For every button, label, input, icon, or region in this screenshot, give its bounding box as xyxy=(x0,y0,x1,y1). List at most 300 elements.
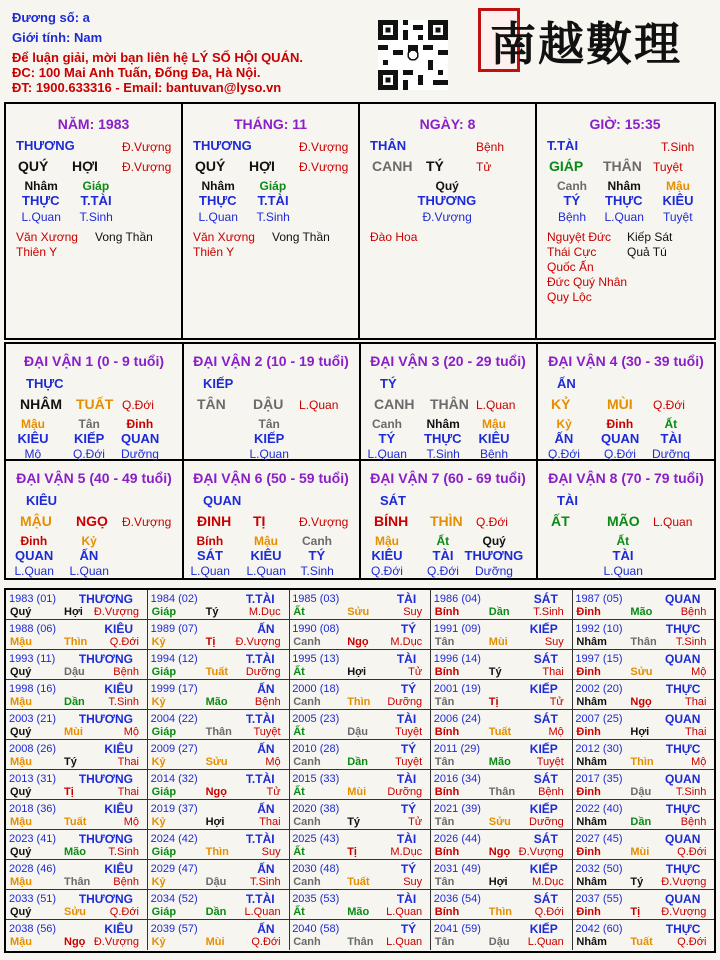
year-state: Q.Đới xyxy=(677,846,707,858)
branch-state: L.Quan xyxy=(476,398,516,412)
year-cell xyxy=(572,650,714,680)
year-label: 2015 (33) xyxy=(292,773,340,785)
four-pillars-table xyxy=(4,102,716,340)
dai-van-cell xyxy=(360,461,538,578)
year-branch: Tị xyxy=(64,786,74,798)
year-cell xyxy=(6,650,148,680)
year-state: Thai xyxy=(684,726,707,738)
year-god: ẤN xyxy=(257,742,275,756)
year-state: Tuyệt xyxy=(536,756,564,768)
year-branch: Sửu xyxy=(488,816,511,828)
hidden-stem: Kỷ xyxy=(81,534,97,548)
year-label: 2028 (46) xyxy=(9,863,57,875)
year-stem: Bính xyxy=(434,906,460,918)
year-branch: Mùi xyxy=(488,636,508,648)
year-god: T.TÀI xyxy=(245,712,275,726)
earthly-branch: MÙI xyxy=(607,396,633,412)
hidden-god: TÝ xyxy=(563,193,581,208)
year-state: Mộ xyxy=(691,666,707,678)
year-label: 1990 (08) xyxy=(292,623,340,635)
year-stem: Kỷ xyxy=(151,696,166,708)
year-label: 2024 (42) xyxy=(150,833,198,845)
year-branch: Dậu xyxy=(347,726,368,738)
year-god: T.TÀI xyxy=(245,892,275,906)
year-god: THỰC xyxy=(665,802,701,816)
inauspicious-star: Vong Thần xyxy=(95,230,153,244)
hidden-state: Đ.Vượng xyxy=(422,210,472,224)
year-state: Dưỡng xyxy=(387,786,423,798)
year-label: 2027 (45) xyxy=(575,833,623,845)
year-branch: Tị xyxy=(630,906,641,918)
year-label: 2022 (40) xyxy=(575,803,623,815)
auspicious-star: Quy Lộc xyxy=(547,290,592,304)
year-god: TÝ xyxy=(400,862,417,876)
year-god: SÁT xyxy=(533,712,558,726)
year-state: Tuyệt xyxy=(253,726,281,738)
year-branch: Hợi xyxy=(488,876,508,888)
year-stem: Quý xyxy=(10,786,32,798)
year-state: Đ.Vượng xyxy=(93,606,139,618)
year-god: TÝ xyxy=(400,682,417,696)
year-label: 2025 (43) xyxy=(292,833,340,845)
year-god: KIÊU xyxy=(104,802,133,816)
year-stem: Ất xyxy=(293,846,305,858)
year-cell xyxy=(431,740,573,770)
year-stem: Mậu xyxy=(10,936,32,948)
branch-state: Q.Đới xyxy=(653,398,685,412)
year-cell xyxy=(6,710,148,740)
year-god: KIÊU xyxy=(104,622,133,636)
year-stem: Nhâm xyxy=(576,696,607,708)
auspicious-star: Quốc Ấn xyxy=(547,260,594,274)
heavenly-stem: NHÂM xyxy=(20,396,62,412)
year-label: 2040 (58) xyxy=(292,923,340,935)
year-branch: Dần xyxy=(488,606,510,618)
year-branch: Ngọ xyxy=(630,696,652,708)
year-cell xyxy=(6,740,148,770)
dai-van-cell xyxy=(183,461,361,578)
year-state: Đ.Vượng xyxy=(518,846,564,858)
year-cell xyxy=(6,860,148,890)
year-god: T.TÀI xyxy=(245,772,275,786)
year-stem: Bính xyxy=(434,786,460,798)
year-state: Mộ xyxy=(123,816,139,828)
hidden-god: TÝ xyxy=(308,548,326,563)
hidden-god: THỰC xyxy=(605,193,643,208)
hidden-god: KIÊU xyxy=(250,548,282,563)
year-god: SÁT xyxy=(533,892,558,906)
year-cell xyxy=(431,710,573,740)
auspicious-star: Đào Hoa xyxy=(370,230,418,244)
year-stem: Mậu xyxy=(10,696,32,708)
year-branch: Mão xyxy=(64,846,86,858)
year-state: Tử xyxy=(266,786,281,798)
pillar-title: GIỜ: 15:35 xyxy=(589,116,661,132)
stem-god: SÁT xyxy=(380,493,406,508)
year-stem: Quý xyxy=(10,906,32,918)
stem-god: TÝ xyxy=(380,376,397,391)
year-cell xyxy=(6,770,148,800)
year-branch: Tuất xyxy=(205,666,228,678)
year-god: KIẾP xyxy=(529,682,558,696)
year-branch: Tị xyxy=(205,636,216,648)
year-branch: Hợi xyxy=(630,726,650,738)
dai-van-title: ĐẠI VẬN 2 (10 - 19 tuổi) xyxy=(193,353,349,369)
hidden-god: TÀI xyxy=(432,548,454,563)
year-branch: Mão xyxy=(630,606,653,618)
year-god: KIẾP xyxy=(529,922,558,936)
year-cell xyxy=(572,590,714,620)
year-god: SÁT xyxy=(533,652,558,666)
stem-god: KIẾP xyxy=(203,376,234,391)
year-stem: Bính xyxy=(434,846,460,858)
hidden-stem: Ất xyxy=(616,534,630,548)
year-god: TÀI xyxy=(396,592,417,606)
year-stem: Mậu xyxy=(10,816,32,828)
year-state: Tuyệt xyxy=(395,756,423,768)
stem-state: Đ.Vượng xyxy=(299,140,349,154)
year-branch: Sửu xyxy=(64,906,87,918)
year-god: QUAN xyxy=(665,772,701,786)
hidden-state: Q.Đới xyxy=(371,564,403,578)
year-stem: Nhâm xyxy=(576,636,607,648)
earthly-branch: NGỌ xyxy=(76,513,108,529)
year-label: 1998 (16) xyxy=(9,683,57,695)
year-stem: Canh xyxy=(293,636,321,648)
hidden-god: T.TÀI xyxy=(257,193,289,208)
auspicious-star: Thái Cực xyxy=(547,245,597,259)
year-god: TÀI xyxy=(396,652,417,666)
year-state: Suy xyxy=(544,636,564,648)
year-stem: Đinh xyxy=(576,906,601,918)
dai-van-title: ĐẠI VẬN 3 (20 - 29 tuổi) xyxy=(370,353,526,369)
year-label: 2030 (48) xyxy=(292,863,340,875)
hidden-state: T.Sinh xyxy=(256,210,290,224)
hidden-state: T.Sinh xyxy=(300,564,334,578)
year-god: QUAN xyxy=(665,892,701,906)
year-label: 2032 (50) xyxy=(575,863,623,875)
hidden-state: L.Quan xyxy=(190,564,230,578)
year-stem: Quý xyxy=(10,726,32,738)
year-state: Mộ xyxy=(548,726,564,738)
year-label: 1994 (12) xyxy=(150,653,198,665)
year-branch: Thìn xyxy=(488,906,513,918)
year-branch: Dậu xyxy=(488,936,510,948)
hidden-state: Tuyệt xyxy=(663,210,693,224)
stem-god: THƯƠNG xyxy=(193,138,252,153)
year-branch: Thân xyxy=(205,726,232,738)
year-label: 1999 (17) xyxy=(150,683,198,695)
year-state: Q.Đới xyxy=(109,906,139,918)
year-god: THƯƠNG xyxy=(78,652,133,666)
dai-van-cell xyxy=(6,344,184,461)
earthly-branch: THÌN xyxy=(430,513,463,529)
year-stem: Đinh xyxy=(576,666,601,678)
hidden-god: KIÊU xyxy=(478,431,510,446)
hidden-stem: Mậu xyxy=(482,417,506,431)
hidden-god: QUAN xyxy=(15,548,54,563)
hidden-state: Mộ xyxy=(24,447,42,461)
year-state: L.Quan xyxy=(244,906,281,918)
earthly-branch: THÂN xyxy=(603,158,642,174)
year-god: TÝ xyxy=(400,802,417,816)
year-state: Bệnh xyxy=(680,816,707,828)
year-god: SÁT xyxy=(533,832,558,846)
year-stem: Tân xyxy=(434,816,455,828)
year-cell xyxy=(431,890,573,920)
year-god: TÝ xyxy=(400,622,417,636)
year-god: QUAN xyxy=(665,592,701,606)
heavenly-stem: QUÝ xyxy=(18,158,49,174)
year-branch: Mão xyxy=(488,756,511,768)
year-god: T.TÀI xyxy=(245,832,275,846)
year-branch: Mùi xyxy=(630,846,650,858)
year-stem: Canh xyxy=(293,936,321,948)
auspicious-star: Đức Quý Nhân xyxy=(547,275,628,289)
year-branch: Dần xyxy=(64,696,85,708)
year-cell xyxy=(6,680,148,710)
year-label: 2013 (31) xyxy=(9,773,57,785)
year-branch: Hợi xyxy=(347,666,367,678)
pillar-title: THÁNG: 11 xyxy=(233,116,308,132)
year-branch: Hợi xyxy=(205,816,225,828)
year-stem: Giáp xyxy=(151,906,177,918)
hidden-state: Bệnh xyxy=(558,210,587,224)
year-cell xyxy=(6,800,148,830)
year-god: TÀI xyxy=(396,712,417,726)
year-branch: Thìn xyxy=(347,696,371,708)
year-state: Bệnh xyxy=(538,786,564,798)
year-cell xyxy=(431,860,573,890)
hidden-stem: Giáp xyxy=(259,179,287,193)
hidden-state: L.Quan xyxy=(198,210,238,224)
heavenly-stem: CANH xyxy=(374,396,415,412)
hidden-god: KIÊU xyxy=(662,193,694,208)
pillar-column xyxy=(6,104,183,338)
hidden-god: ẤN xyxy=(79,548,99,563)
year-cell xyxy=(289,650,431,680)
year-label: 2033 (51) xyxy=(9,893,57,905)
year-god: T.TÀI xyxy=(245,652,275,666)
auspicious-star: Văn Xương xyxy=(16,230,78,244)
year-branch: Thìn xyxy=(630,756,654,768)
year-label: 2038 (56) xyxy=(9,923,57,935)
year-branch: Mùi xyxy=(64,726,83,738)
contact-line-1: Để luận giải, mời bạn liên hệ LÝ SỐ HỘI QUÁN. xyxy=(12,50,303,65)
year-god: KIÊU xyxy=(104,682,133,696)
year-cell xyxy=(6,590,148,620)
year-state: Bệnh xyxy=(113,876,139,888)
heavenly-stem: BÍNH xyxy=(374,513,409,529)
year-god: TÀI xyxy=(396,772,417,786)
stem-god: T.TÀI xyxy=(547,138,579,153)
qr-code[interactable] xyxy=(378,20,448,90)
year-branch: Tuất xyxy=(630,936,653,948)
year-god: TÀI xyxy=(396,832,417,846)
heavenly-stem: QUÝ xyxy=(195,158,226,174)
auspicious-star: Nguyệt Đức xyxy=(547,230,612,244)
pillar-title: NĂM: 1983 xyxy=(57,116,130,132)
earthly-branch: MÃO xyxy=(607,513,640,529)
year-cell xyxy=(572,710,714,740)
year-branch: Thìn xyxy=(64,636,88,648)
year-cell xyxy=(148,740,290,770)
hidden-state: L.Quan xyxy=(21,210,61,224)
year-stem: Tân xyxy=(434,696,455,708)
hidden-god: QUAN xyxy=(601,431,640,446)
year-stem: Ất xyxy=(293,666,305,678)
year-stem: Nhâm xyxy=(576,936,607,948)
year-stem: Tân xyxy=(434,876,455,888)
year-branch: Sửu xyxy=(205,756,228,768)
year-branch: Dậu xyxy=(205,876,227,888)
year-label: 1997 (15) xyxy=(575,653,623,665)
hidden-state: Bệnh xyxy=(480,447,509,461)
year-state: Đ.Vượng xyxy=(661,876,707,888)
stem-god: THỰC xyxy=(26,376,64,391)
year-state: T.Sinh xyxy=(250,876,281,888)
hidden-god: ẤN xyxy=(554,431,574,446)
year-cell xyxy=(289,860,431,890)
branch-state: Tử xyxy=(476,160,492,174)
year-label: 2041 (59) xyxy=(433,923,481,935)
stem-god: THÂN xyxy=(370,138,407,153)
year-state: Tử xyxy=(408,816,423,828)
year-branch: Hợi xyxy=(64,606,83,618)
year-cell xyxy=(148,620,290,650)
year-god: THỰC xyxy=(665,922,701,936)
branch-state: L.Quan xyxy=(299,398,339,412)
year-stem: Canh xyxy=(293,756,321,768)
year-god: ẤN xyxy=(257,862,275,876)
pillar-column xyxy=(537,104,713,338)
year-cell xyxy=(572,770,714,800)
contact-line-2: ĐC: 100 Mai Anh Tuấn, Đống Đa, Hà Nội. xyxy=(12,65,261,80)
year-stem: Quý xyxy=(10,846,32,858)
hidden-stem: Nhâm xyxy=(201,179,235,193)
heavenly-stem: ĐINH xyxy=(197,513,232,529)
year-god: ẤN xyxy=(257,622,275,636)
year-state: Thai xyxy=(117,756,139,768)
year-state: Dưỡng xyxy=(529,816,564,828)
year-cell xyxy=(148,890,290,920)
branch-state: Đ.Vượng xyxy=(299,515,349,529)
year-stem: Giáp xyxy=(151,606,177,618)
year-cell xyxy=(289,740,431,770)
dai-van-cell xyxy=(537,461,715,578)
hidden-stem: Đinh xyxy=(606,417,634,431)
year-cell xyxy=(6,830,148,860)
year-god: KIÊU xyxy=(104,922,133,936)
year-label: 1985 (03) xyxy=(292,593,340,605)
year-state: Dưỡng xyxy=(245,666,281,678)
year-stem: Ất xyxy=(293,726,305,738)
year-branch: Mão xyxy=(205,696,228,708)
year-god: THƯƠNG xyxy=(78,712,133,726)
hidden-god: TÀI xyxy=(660,431,682,446)
year-label: 1991 (09) xyxy=(433,623,481,635)
hidden-state: L.Quan xyxy=(69,564,109,578)
year-label: 2003 (21) xyxy=(9,713,57,725)
year-branch: Sửu xyxy=(630,666,653,678)
branch-state: Đ.Vượng xyxy=(122,515,172,529)
year-stem: Giáp xyxy=(151,846,177,858)
hidden-stem: Đinh xyxy=(20,534,48,548)
year-cell xyxy=(431,590,573,620)
hidden-stem: Ất xyxy=(664,417,678,431)
earthly-branch: TUẤT xyxy=(76,396,114,412)
year-stem: Bính xyxy=(434,606,460,618)
hidden-state: T.Sinh xyxy=(79,210,113,224)
auspicious-star: Thiên Y xyxy=(193,245,235,259)
year-state: Suy xyxy=(261,846,281,858)
stem-god: KIÊU xyxy=(26,493,58,508)
year-branch: Thân xyxy=(488,786,516,798)
inauspicious-star: Vong Thần xyxy=(272,230,330,244)
year-state: Bệnh xyxy=(113,666,139,678)
year-label: 2039 (57) xyxy=(150,923,198,935)
heavenly-stem: KỶ xyxy=(551,396,571,412)
year-cell xyxy=(148,710,290,740)
year-stem: Quý xyxy=(10,666,32,678)
year-stem: Đinh xyxy=(576,606,601,618)
year-state: Suy xyxy=(403,876,423,888)
dai-van-title: ĐẠI VẬN 8 (70 - 79 tuổi) xyxy=(548,470,704,486)
year-branch: Tý xyxy=(64,756,77,768)
year-state: Q.Đới xyxy=(251,936,281,948)
year-state: Thai xyxy=(684,696,707,708)
year-stem: Canh xyxy=(293,876,321,888)
year-god: THỰC xyxy=(665,742,701,756)
earthly-branch: TỊ xyxy=(253,513,266,529)
year-cell xyxy=(572,800,714,830)
year-branch: Thân xyxy=(347,936,374,948)
hidden-stem: Mậu xyxy=(254,534,278,548)
year-label: 2014 (32) xyxy=(150,773,198,785)
contact-line-3: ĐT: 1900.633316 - Email: bantuvan@lyso.vn xyxy=(12,80,282,95)
year-cell xyxy=(431,620,573,650)
annual-luck-table xyxy=(4,588,716,953)
dai-van-cell xyxy=(537,344,715,461)
year-state: L.Quan xyxy=(386,936,423,948)
year-god: TÝ xyxy=(400,922,417,936)
year-branch: Mão xyxy=(347,906,370,918)
year-god: ẤN xyxy=(257,922,275,936)
year-label: 2031 (49) xyxy=(433,863,481,875)
year-state: Đ.Vượng xyxy=(93,936,139,948)
year-stem: Tân xyxy=(434,636,455,648)
year-state: Mộ xyxy=(691,756,707,768)
year-cell xyxy=(289,890,431,920)
year-stem: Bính xyxy=(434,726,460,738)
heavenly-stem: GIÁP xyxy=(549,158,584,174)
year-branch: Ngọ xyxy=(488,846,511,858)
hidden-stem: Nhâm xyxy=(24,179,58,193)
year-cell xyxy=(431,680,573,710)
hidden-stem: Kỷ xyxy=(556,417,572,431)
hidden-stem: Mậu xyxy=(21,417,45,431)
year-label: 2021 (39) xyxy=(433,803,481,815)
year-label: 2001 (19) xyxy=(433,683,481,695)
year-cell xyxy=(572,620,714,650)
year-god: THƯƠNG xyxy=(78,592,133,606)
year-cell xyxy=(289,710,431,740)
dai-van-cell xyxy=(360,344,538,461)
year-god: KIẾP xyxy=(529,802,558,816)
brand-logo xyxy=(478,8,718,72)
hidden-state: Q.Đới xyxy=(427,564,459,578)
hidden-god: KIẾP xyxy=(74,431,105,446)
